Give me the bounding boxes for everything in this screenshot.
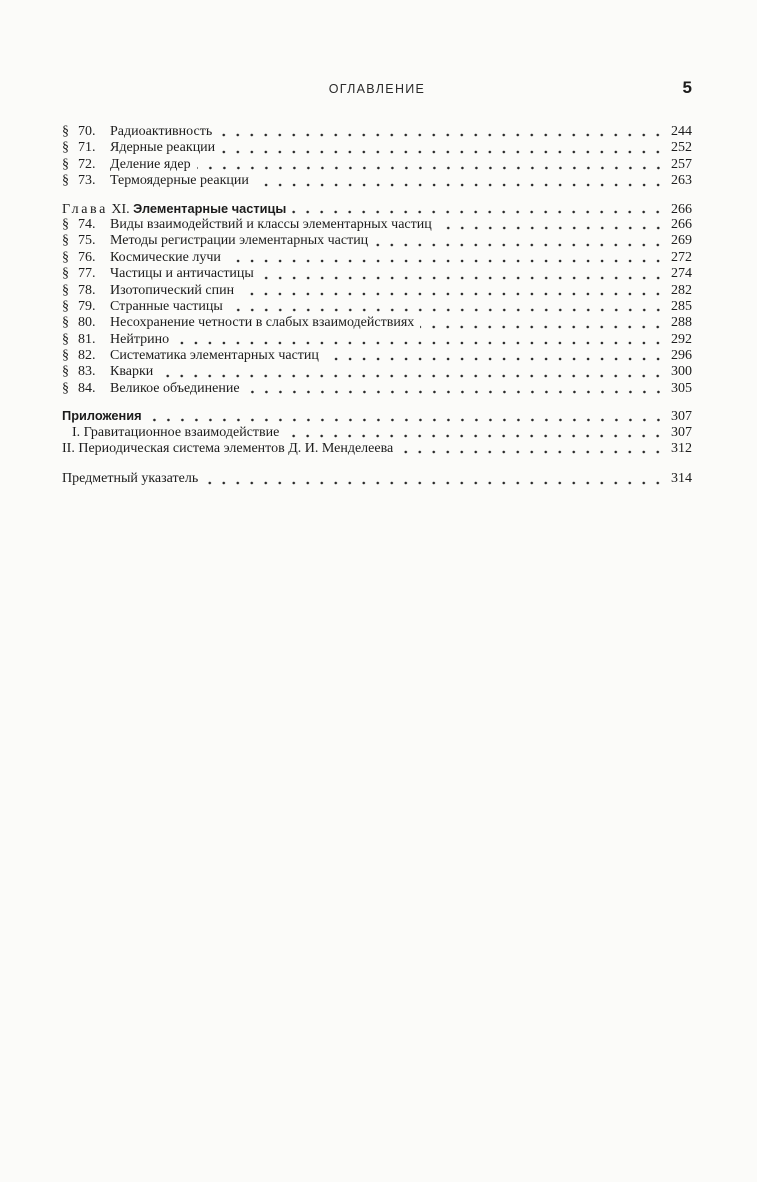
section-title: Частицы и античастицы <box>110 266 254 282</box>
section-number: 80. <box>78 315 96 331</box>
section-title: Ядерные реакции <box>110 140 216 156</box>
running-title: ОГЛАВЛЕНИЕ <box>328 82 426 96</box>
toc-entry-section-81[interactable] <box>62 332 692 348</box>
section-sign: § <box>62 216 69 232</box>
page-ref: 312 <box>671 441 692 457</box>
section-title: Систематика элементарных частиц <box>110 348 319 364</box>
section-title: Деление ядер <box>110 156 191 172</box>
page-ref: 244 <box>671 124 692 139</box>
section-number: 74. <box>78 216 96 232</box>
section-sign: § <box>62 173 69 189</box>
page-ref: 252 <box>671 140 692 156</box>
dot-leader <box>399 442 667 454</box>
page-ref: 305 <box>671 380 692 396</box>
page-ref: 300 <box>671 364 692 380</box>
toc-entry-section-83[interactable] <box>62 364 692 380</box>
section-sign: § <box>62 266 69 282</box>
page-ref: 314 <box>671 471 692 487</box>
section-number: 75. <box>78 233 96 249</box>
section-title: Виды взаимодействий и классы элементарных частиц <box>110 216 432 232</box>
chapter-word: Глава <box>62 201 108 217</box>
toc-entry-appendix-2[interactable] <box>62 441 692 457</box>
toc-entry-section-77[interactable] <box>62 266 692 282</box>
toc-entry-section-78[interactable] <box>62 283 692 299</box>
dot-leader <box>325 349 667 361</box>
dot-leader <box>229 300 667 312</box>
appendix-item-title: Периодическая система элементов Д. И. Менделеева <box>78 441 394 457</box>
section-number: 79. <box>78 298 96 314</box>
dot-leader <box>420 317 667 329</box>
page-ref: 292 <box>671 331 692 347</box>
section-sign: § <box>62 124 69 139</box>
dot-leader <box>218 125 667 137</box>
dot-leader <box>255 175 667 187</box>
section-title: Нейтрино <box>110 331 170 347</box>
section-sign: § <box>62 331 69 347</box>
section-number: 81. <box>78 331 96 347</box>
page-ref: 266 <box>671 216 692 232</box>
chapter-title: Элементарные частицы <box>133 200 287 216</box>
section-number: 71. <box>78 140 96 156</box>
section-title: Несохранение четности в слабых взаимодействиях <box>110 315 415 331</box>
section-number: 77. <box>78 266 96 282</box>
section-number: 78. <box>78 282 96 298</box>
section-number: 73. <box>78 173 96 189</box>
section-sign: § <box>62 298 69 314</box>
section-sign: § <box>62 348 69 364</box>
section-title: Кварки <box>110 364 154 380</box>
dot-leader <box>240 284 667 296</box>
dot-leader <box>285 426 667 438</box>
page-ref: 288 <box>671 315 692 331</box>
page-ref: 307 <box>671 424 692 440</box>
dot-leader <box>148 410 667 422</box>
toc-entry-section-76[interactable] <box>62 250 692 266</box>
toc-entry-subject-index[interactable] <box>62 471 692 487</box>
page-ref: 266 <box>671 201 692 217</box>
toc-entry-section-80[interactable] <box>62 315 692 331</box>
section-number: 72. <box>78 156 96 172</box>
section-title: Изотопический спин <box>110 282 235 298</box>
appendix-title: Приложения <box>62 408 142 424</box>
page-ref: 263 <box>671 173 692 189</box>
section-title: Космические лучи <box>110 249 221 265</box>
section-sign: § <box>62 156 69 172</box>
section-number: 84. <box>78 380 96 396</box>
section-number: 70. <box>78 124 96 139</box>
dot-leader <box>227 251 667 263</box>
dot-leader <box>159 366 667 378</box>
page-ref: 272 <box>671 249 692 265</box>
section-sign: § <box>62 282 69 298</box>
page-ref: 307 <box>671 409 692 425</box>
table-of-contents <box>62 124 692 488</box>
toc-entry-section-73[interactable] <box>62 173 692 189</box>
toc-entry-section-75[interactable] <box>62 233 692 249</box>
appendix-number: I. <box>72 424 81 440</box>
section-number: 82. <box>78 348 96 364</box>
page-ref: 257 <box>671 156 692 172</box>
dot-leader <box>438 218 667 230</box>
toc-entry-section-74[interactable] <box>62 217 692 233</box>
section-sign: § <box>62 364 69 380</box>
appendix-item-title: Гравитационное взаимодействие <box>83 424 280 440</box>
section-number: 76. <box>78 249 96 265</box>
toc-entry-section-82[interactable] <box>62 348 692 364</box>
dot-leader <box>374 235 667 247</box>
page-number: 5 <box>682 78 692 97</box>
dot-leader <box>292 202 667 214</box>
section-sign: § <box>62 140 69 156</box>
section-title: Радиоактивность <box>110 124 213 139</box>
section-title: Термоядерные реакции <box>110 173 249 189</box>
toc-entry-section-70[interactable] <box>62 124 692 140</box>
page-ref: 269 <box>671 233 692 249</box>
dot-leader <box>260 268 667 280</box>
section-sign: § <box>62 380 69 396</box>
dot-leader <box>204 473 667 485</box>
appendix-number: II. <box>62 441 75 457</box>
toc-entry-appendices[interactable] <box>62 408 692 424</box>
page-ref: 274 <box>671 266 692 282</box>
toc-entry-section-84[interactable] <box>62 381 692 397</box>
page-ref: 285 <box>671 298 692 314</box>
chapter-number: XI. <box>111 201 130 217</box>
section-number: 83. <box>78 364 96 380</box>
dot-leader <box>175 333 667 345</box>
page-header <box>62 78 692 102</box>
dot-leader <box>221 142 667 154</box>
toc-entry-section-72[interactable] <box>62 157 692 173</box>
section-sign: § <box>62 315 69 331</box>
toc-entry-appendix-1[interactable] <box>62 425 692 441</box>
section-sign: § <box>62 249 69 265</box>
index-title: Предметный указатель <box>62 471 199 487</box>
toc-entry-section-79[interactable] <box>62 299 692 315</box>
dot-leader <box>197 158 667 170</box>
dot-leader <box>246 382 667 394</box>
toc-entry-section-71[interactable] <box>62 140 692 156</box>
toc-entry-chapter-11[interactable] <box>62 201 692 217</box>
page-ref: 282 <box>671 282 692 298</box>
section-sign: § <box>62 233 69 249</box>
section-title: Методы регистрации элементарных частиц <box>110 233 369 249</box>
section-title: Странные частицы <box>110 298 223 314</box>
section-title: Великое объединение <box>110 380 240 396</box>
page-ref: 296 <box>671 348 692 364</box>
